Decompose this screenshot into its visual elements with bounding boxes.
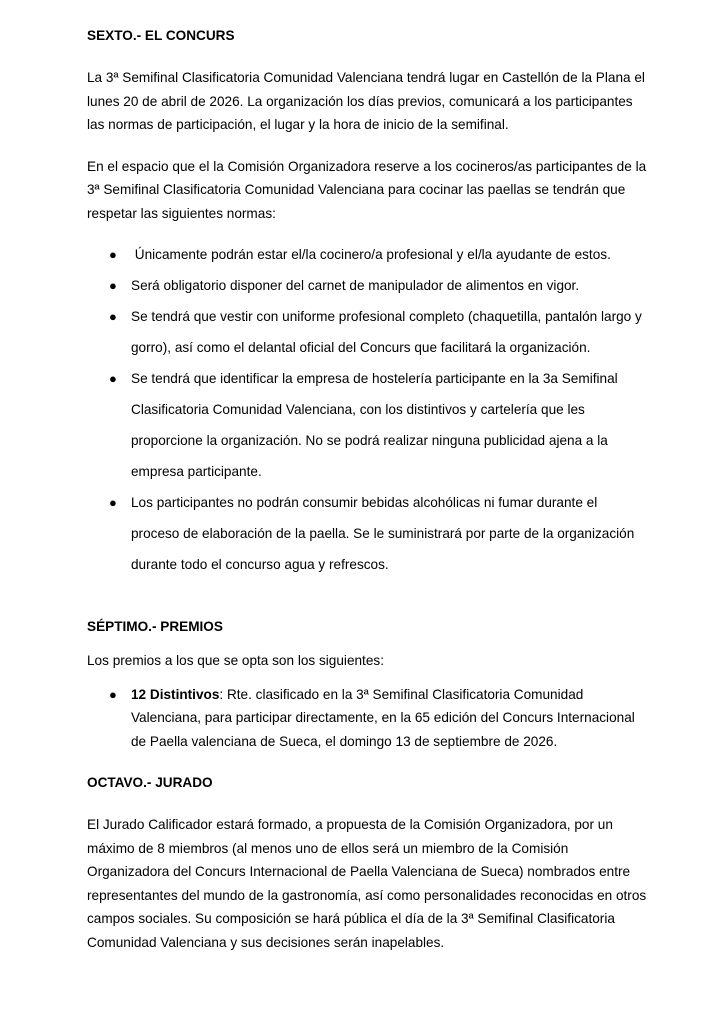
section-heading-sexto: SEXTO.- EL CONCURS — [87, 28, 235, 43]
section-heading-octavo: OCTAVO.- JURADO — [87, 775, 213, 790]
rule-text: Los participantes no podrán consumir bebidas alcohólicas ni fumar durante el proceso de elaboración de la paella. Se le suministrará por parte de la organización durante todo el concurso agua y refrescos. — [131, 495, 635, 572]
bullet-icon: ● — [109, 686, 117, 702]
sexto-paragraph-1: La 3ª Semifinal Clasificatoria Comunidad Valenciana tendrá lugar en Castellón de la Plana el lunes 20 de abril de 2026. La organización los días previos, comunicará a los participantes las normas de participación, el lugar y la hora de inicio de la semifinal. — [87, 70, 645, 132]
prize-name: 12 Distintivos — [131, 686, 220, 702]
bullet-icon: ● — [109, 495, 117, 510]
prizes-list — [87, 683, 647, 754]
list-item — [87, 487, 647, 580]
list-item — [87, 363, 647, 487]
rule-text: Se tendrá que vestir con uniforme profesional completo (chaquetilla, pantalón largo y gorro), así como el delantal oficial del Concurs que facilitará la organización. — [131, 309, 642, 355]
rules-list — [87, 239, 647, 580]
list-item — [87, 683, 647, 754]
rule-text: Únicamente podrán estar el/la cocinero/a profesional y el/la ayudante de estos. — [131, 247, 611, 262]
section-heading-septimo: SÉPTIMO.- PREMIOS — [87, 619, 223, 634]
bullet-icon: ● — [109, 309, 117, 324]
prize-description: : Rte. clasificado en la 3ª Semifinal Clasificatoria Comunidad Valenciana, para participar directamente, en la 65 edición del Concurs Internacional de Paella valenciana de Sueca, el domingo 13 de septiembre de 2026. — [131, 686, 635, 749]
bullet-icon: ● — [109, 278, 117, 293]
bullet-icon: ● — [109, 371, 117, 386]
list-item — [87, 270, 647, 301]
septimo-intro: Los premios a los que se opta son los siguientes: — [87, 653, 384, 668]
document-page — [87, 26, 647, 954]
bullet-icon: ● — [109, 247, 117, 262]
rule-text: Se tendrá que identificar la empresa de hostelería participante en la 3a Semifinal Clasificatoria Comunidad Valenciana, con los distintivos y cartelería que les proporcione la organización. No se podrá realizar ninguna publicidad ajena a la empresa participante. — [131, 371, 618, 479]
sexto-paragraph-2: En el espacio que el la Comisión Organizadora reserve a los cocineros/as participantes de la 3ª Semifinal Clasificatoria Comunidad Valenciana para cocinar las paellas se tendrán que respetar las siguientes normas: — [87, 158, 647, 221]
list-item — [87, 239, 647, 270]
rule-text: Será obligatorio disponer del carnet de manipulador de alimentos en vigor. — [131, 278, 580, 293]
octavo-paragraph-1: El Jurado Calificador estará formado, a propuesta de la Comisión Organizadora, por un máximo de 8 miembros (al menos uno de ellos será un miembro de la Comisión Organizadora del Concurs Internacional de Paella Valenciana de Sueca) nombrados entre representantes del mundo de la gastronomía, así como personalidades reconocidas en otros campos sociales. Su composición se hará pública el día de la 3ª Semifinal Clasificatoria Comunidad Valenciana y sus decisiones serán inapelables. — [87, 817, 647, 950]
list-item — [87, 301, 647, 363]
